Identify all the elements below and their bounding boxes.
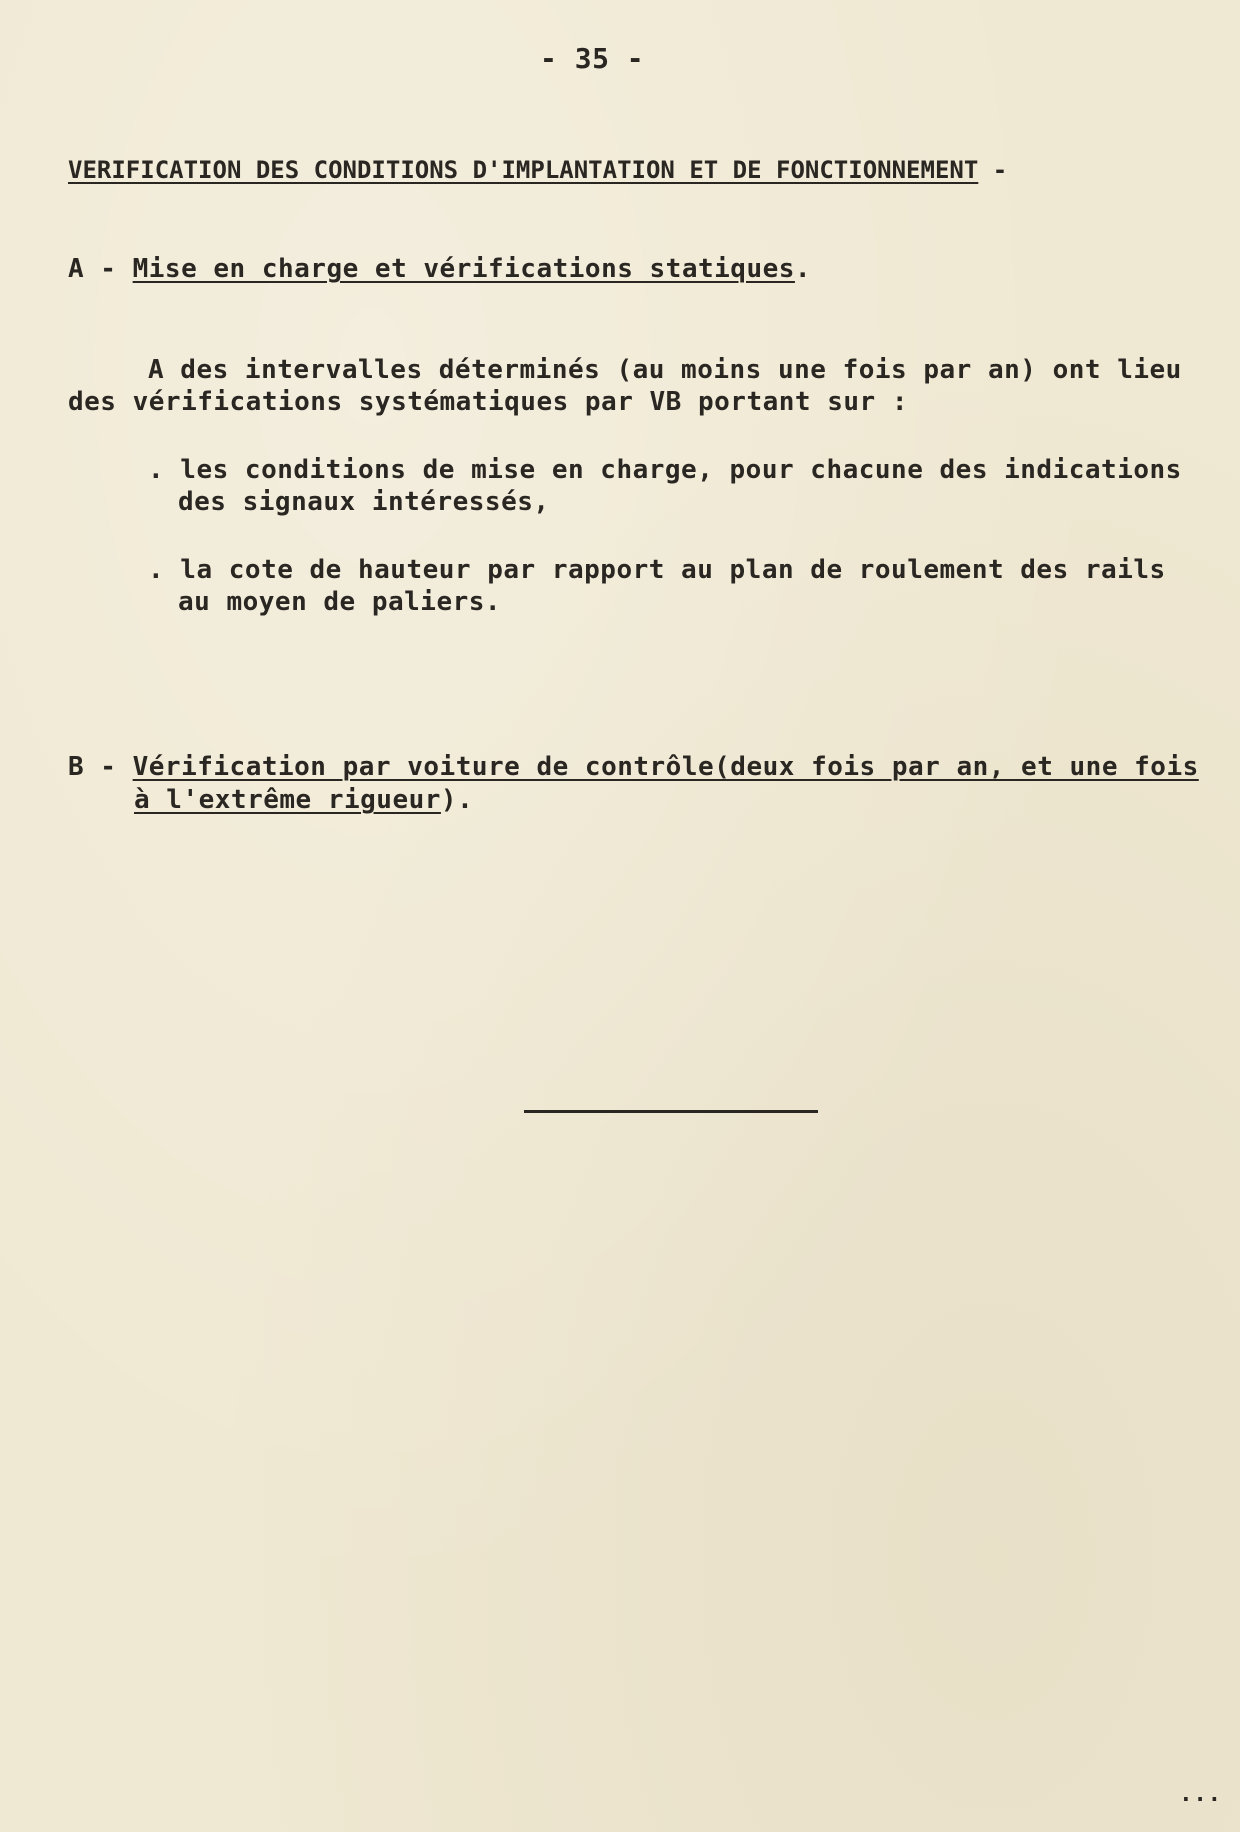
bullet-item-1-line-1: . les conditions de mise en charge, pour chacune des indications — [148, 455, 1182, 485]
section-a-title: Mise en charge et vérifications statiques — [132, 254, 795, 284]
paragraph-line-1: A des intervalles déterminés (au moins une fois par an) ont lieu — [148, 355, 1182, 385]
section-b-heading-line-1 — [68, 752, 1199, 782]
section-a-prefix: A - — [68, 254, 133, 284]
paragraph-line-2: des vérifications systématiques par VB portant sur : — [68, 387, 908, 417]
page-number: - 35 - — [540, 42, 645, 75]
section-a-suffix: . — [794, 254, 812, 284]
section-title — [68, 155, 1007, 185]
section-title-text: VERIFICATION DES CONDITIONS D'IMPLANTATION ET DE FONCTIONNEMENT — [68, 156, 979, 184]
section-b-title-line-1: Vérification par voiture de contrôle(deux fois par an, et une fois — [132, 752, 1199, 782]
section-title-suffix: - — [978, 156, 1008, 184]
end-of-section-rule — [524, 1110, 818, 1113]
section-b-prefix: B - — [68, 752, 133, 782]
section-a-heading — [68, 254, 811, 284]
bullet-item-2-line-2: au moyen de paliers. — [178, 587, 502, 617]
bullet-item-1-line-2: des signaux intéressés, — [178, 487, 550, 517]
section-b-heading-line-2 — [134, 785, 473, 815]
section-b-suffix: ). — [440, 785, 474, 815]
continuation-marker: ... — [1179, 1782, 1222, 1807]
bullet-item-2-line-1: . la cote de hauteur par rapport au plan de roulement des rails — [148, 555, 1166, 585]
section-b-title-line-2: à l'extrême rigueur — [134, 785, 441, 815]
